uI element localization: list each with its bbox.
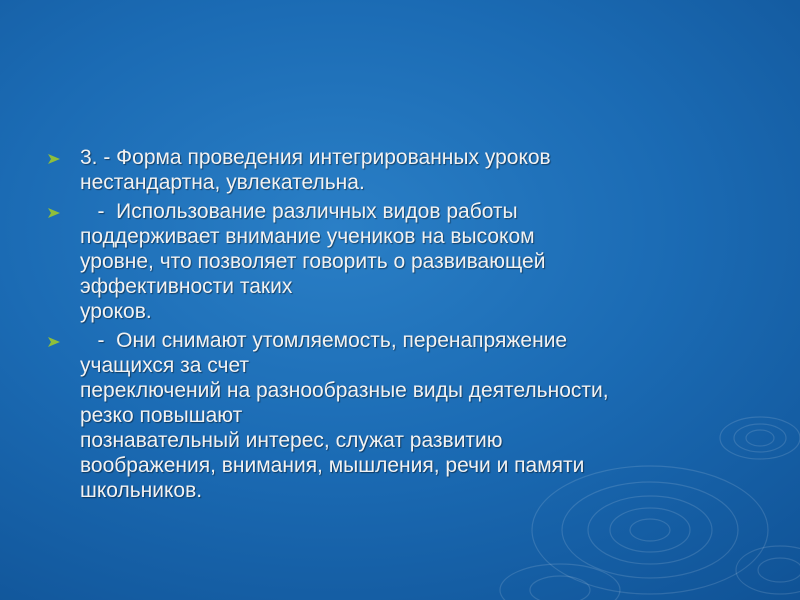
bullet-list <box>48 145 788 507</box>
bullet-text-line: уроков. <box>80 300 152 323</box>
bullet-text-line: резко повышают <box>80 404 243 427</box>
bullet-text-line: уровне, что позволяет говорить о развивающей <box>80 250 546 273</box>
arrowhead-bullet-icon <box>48 154 60 164</box>
bullet-text-line: эффективности таких <box>80 275 293 298</box>
bullet-text-line: поддерживает внимание учеников на высоком <box>80 225 535 248</box>
bullet-text-line: переключений на разнообразные виды деятельности, <box>80 379 609 402</box>
bullet-text-line: - Они снимают утомляемость, перенапряжение <box>80 329 568 352</box>
bullet-item <box>48 199 788 324</box>
bullet-text-line: школьников. <box>80 479 203 502</box>
bullet-text-line: учащихся за счет <box>80 354 250 377</box>
bullet-text-line: воображения, внимания, мышления, речи и памяти <box>80 454 585 477</box>
bullet-text-line: нестандартна, увлекательна. <box>80 171 365 194</box>
bullet-text-line: познавательный интерес, служат развитию <box>80 429 503 452</box>
bullet-text-line: - Использование различных видов работы <box>80 200 518 223</box>
bullet-item <box>48 328 788 503</box>
bullet-text-line: 3. - Форма проведения интегрированных уроков <box>80 146 551 169</box>
arrowhead-bullet-icon <box>48 337 60 347</box>
bullet-item <box>48 145 788 195</box>
arrowhead-bullet-icon <box>48 208 60 218</box>
